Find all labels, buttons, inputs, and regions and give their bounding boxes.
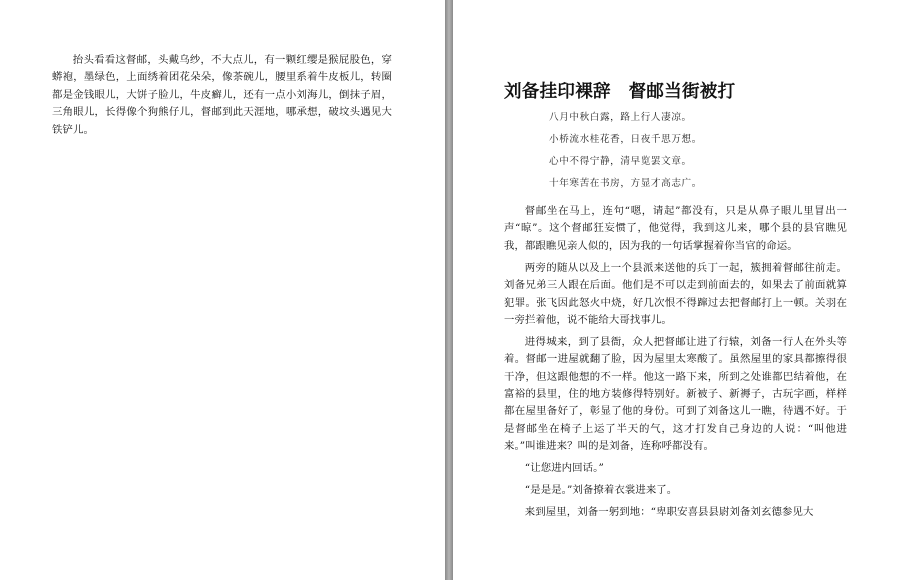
poem-line: 十年寒苦在书房，方显才高志广。 bbox=[549, 178, 702, 189]
chapter-title: 刘备挂印裸辞 督邮当街被打 bbox=[504, 82, 736, 102]
paragraph: 抬头看看这督邮，头戴乌纱，不大点儿，有一颗红缨是猴屁股色，穿蟒袍，墨绿色，上面绣着团花朵朵，像茶碗儿，腰里系着牛皮板儿，转圈都是金钱眼儿，大饼子脸儿，牛皮癣儿，还有一点小刘海儿，倒抹子眉，三角眼儿，长得像个狗熊仔儿，督邮到此天涯地，哪承想，破坟头遇见大铁铲儿。 bbox=[52, 54, 392, 136]
poem-line: 八月中秋白露，路上行人凄凉。 bbox=[549, 112, 692, 123]
page-divider[interactable] bbox=[445, 0, 453, 580]
right-page-text bbox=[504, 203, 847, 526]
chapter-poem bbox=[549, 107, 702, 195]
left-page-text bbox=[52, 52, 392, 139]
paragraph: “让您进内回话。” bbox=[524, 462, 604, 475]
left-page bbox=[0, 0, 445, 580]
paragraph: 两旁的随从以及上一个县派来送他的兵丁一起，簇拥着督邮往前走。刘备兄弟三人跟在后面。他们是不可以走到前面去的，如果去了前面就算犯罪。张飞因此怒火中烧，好几次恨不得蹿过去把督邮打上一顿。关羽在一旁拦着他，说不能给大哥找事儿。 bbox=[504, 261, 847, 326]
poem-line: 小桥流水桂花香，日夜千思万想。 bbox=[549, 134, 702, 145]
paragraph: 督邮坐在马上，连句“嗯，请起”都没有，只是从鼻子眼儿里冒出一声“晾”。这个督邮狂妄惯了，他觉得，我到这儿来，哪个县的县官瞧见我，都跟瞧见亲人似的，因为我的一句话掌握着你当官的命运。 bbox=[504, 205, 847, 252]
poem-line: 心中不得宁静，清早览罢文章。 bbox=[549, 156, 692, 167]
paragraph: 进得城来，到了县衙，众人把督邮让进了行辕，刘备一行人在外头等着。督邮一进屋就翻了脸，因为屋里太寒酸了。虽然屋里的家具都擦得很干净，但这跟他想的不一样。他这一路下来，所到之处谁都巴结着他，在富裕的县里，住的地方装修得特别好。新被子、新褥子，古玩字画，样样都在屋里备好了，彰显了他的身份。可到了刘备这儿一瞧，待遇不好。于是督邮坐在椅子上运了半天的气，这才打发自己身边的人说：“叫他进来。”叫谁进来？叫的是刘备，连称呼都没有。 bbox=[504, 335, 847, 453]
paragraph: 来到屋里，刘备一躬到地：“卑职安喜县县尉刘备刘玄德参见大 bbox=[524, 506, 814, 518]
paragraph: “是是是。”刘备撩着衣裳进来了。 bbox=[524, 484, 678, 497]
right-page bbox=[453, 0, 899, 580]
